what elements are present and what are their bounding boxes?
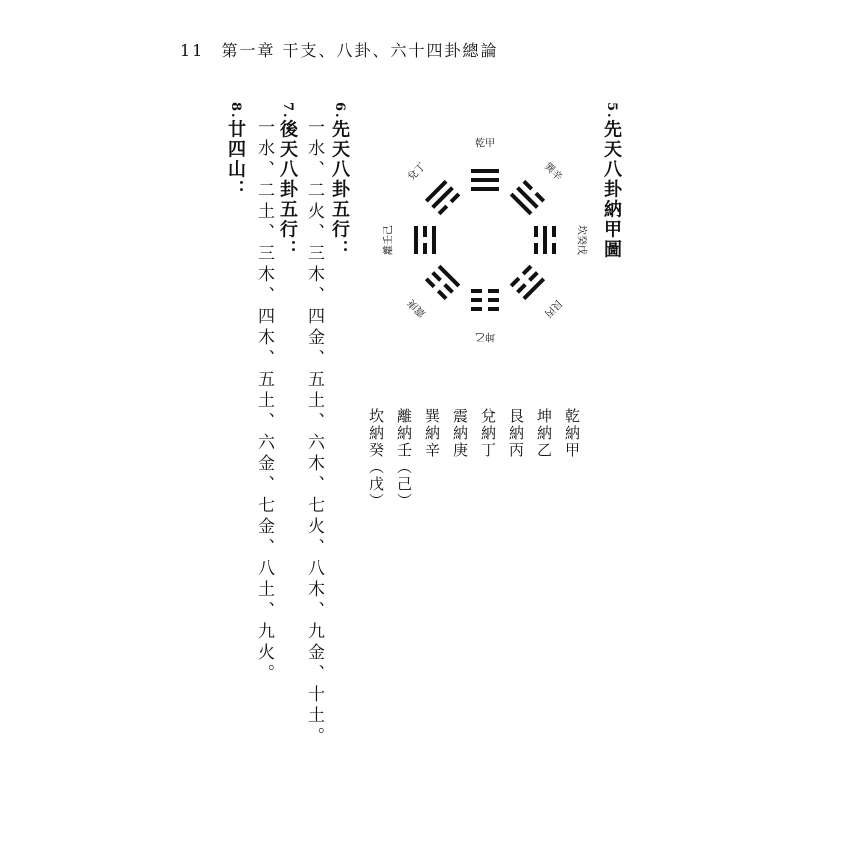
yin-line [516,283,527,294]
trigram-label-gen: 艮丙 [541,296,564,319]
yin-line [534,226,538,237]
yin-line [488,289,499,293]
yin-line [438,205,449,216]
najia-item: 乾納甲 [563,408,581,459]
section-number: 7. [280,102,295,120]
trigram-xun [510,180,545,215]
section-8-heading [226,102,244,200]
section-title: 廿四山： [225,119,246,200]
yang-line [471,178,499,182]
trigram-label-qian: 乾甲 [475,138,495,150]
najia-item: 巽納辛 [423,408,441,459]
yin-line [522,180,533,191]
yin-line [471,307,482,311]
yin-line [522,265,533,276]
yin-line [552,226,556,237]
trigram-kan [534,226,556,254]
trigram-label-kan: 坎癸戊 [575,225,587,255]
yang-line [471,187,499,191]
yin-line [528,271,539,282]
najia-item: 坎納癸（戊） [367,408,385,510]
section-number: 8. [228,102,243,120]
yang-line [510,193,533,216]
section-title: 先天八卦五行： [329,119,350,260]
section-7-heading [278,102,296,260]
yin-line [471,298,482,302]
yin-line [443,283,454,294]
chapter-title: 第一章 干支、八卦、六十四卦總論 [221,41,499,60]
trigram-zhen [425,265,460,300]
yin-line [552,243,556,254]
trigram-dui [425,180,460,215]
yin-line [425,277,436,288]
yin-line [534,192,545,203]
trigram-label-zhen: 震庚 [406,296,429,319]
yang-line [438,265,461,288]
trigram-kun [471,289,499,311]
yin-line [423,226,427,237]
section-5-heading [602,102,620,260]
section-number: 6. [332,102,347,120]
yang-line [543,226,547,254]
najia-item: 艮納丙 [507,408,525,459]
najia-item: 震納庚 [451,408,469,459]
yin-line [471,289,482,293]
yang-line [471,169,499,173]
yin-line [534,243,538,254]
bagua-najia-diagram [370,135,600,365]
najia-item: 坤納乙 [535,408,553,459]
trigram-li [414,226,436,254]
najia-item: 離納壬（己） [395,408,413,510]
page-number: 11 [180,41,205,60]
section-7-body: 一水、二土、三木、四木、五土、六金、七金、八土、九火。 [254,118,274,685]
yin-line [431,271,442,282]
yang-line [516,186,539,209]
yin-line [488,307,499,311]
trigram-qian [471,169,499,191]
yin-line [437,289,448,300]
trigram-label-xun: 巽辛 [541,161,564,184]
trigram-gen [510,265,545,300]
section-6-heading [330,102,348,260]
yin-line [423,243,427,254]
trigram-label-dui: 兌丁 [406,161,429,184]
yang-line [431,186,454,209]
yang-line [414,226,418,254]
running-head [180,38,499,61]
trigram-label-kun: 坤乙 [475,330,495,342]
section-title: 先天八卦納甲圖 [601,119,622,260]
yang-line [425,180,448,203]
najia-item: 兌納丁 [479,408,497,459]
yin-line [510,277,521,288]
yang-line [522,277,545,300]
yin-line [488,298,499,302]
trigram-label-li: 離壬己 [383,225,395,255]
yin-line [450,193,461,204]
yang-line [432,226,436,254]
section-number: 5. [604,102,619,120]
section-6-body: 一水、二火、三木、四金、五土、六木、七火、八木、九金、十土。 [304,118,324,748]
section-title: 後天八卦五行： [277,119,298,260]
